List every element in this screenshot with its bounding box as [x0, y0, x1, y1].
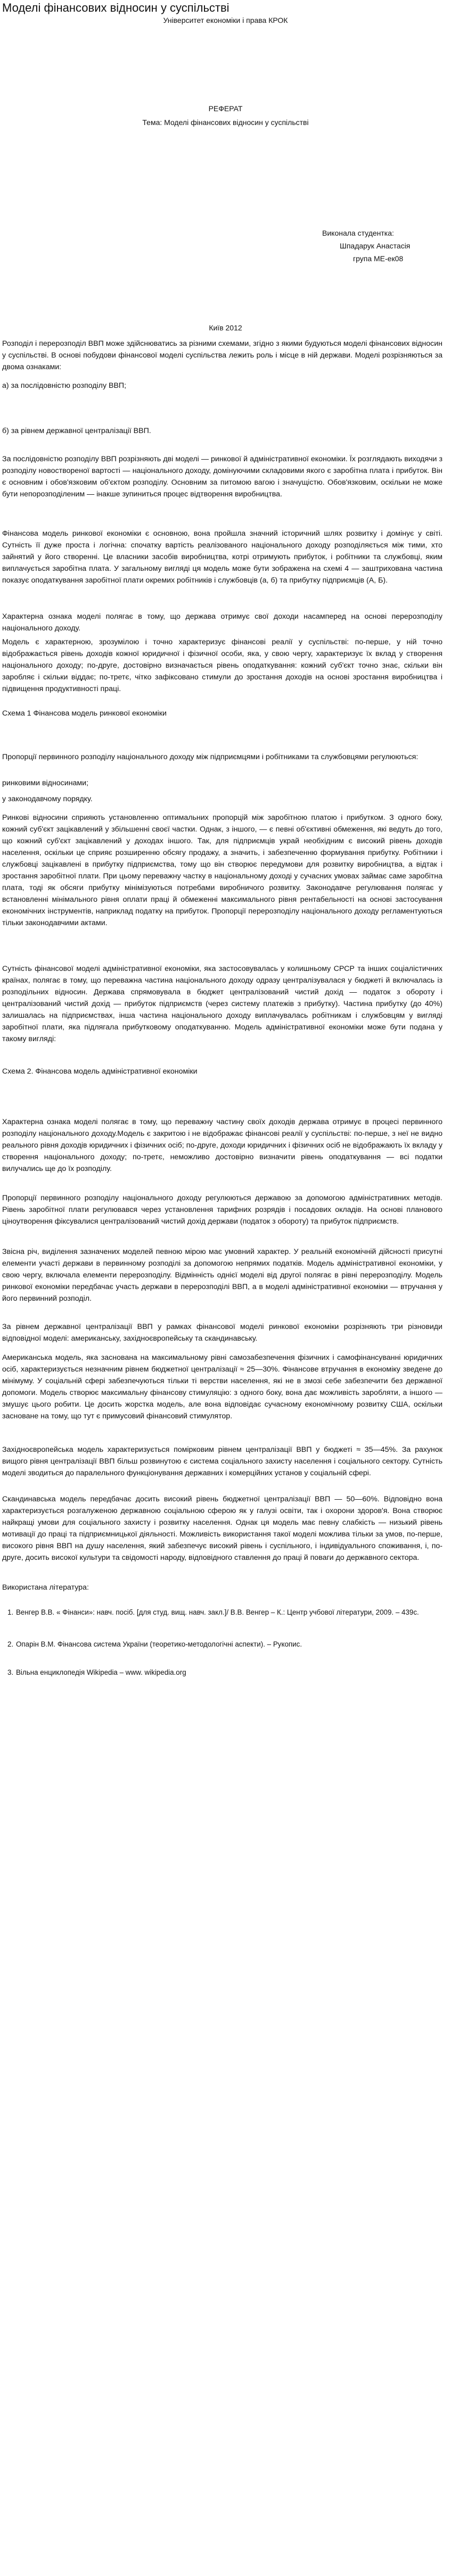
criterion-b: б) за рівнем державної централізації ВВП.	[2, 427, 151, 435]
paragraph-1: За послідовністю розподілу ВВП розрізняють дві моделі — ринкової й адміністративної економіки. Їх розглядають виходячи з розподілу новоствореної вартості — національного доходу, домінуючими складовими якого є заробітна плата і прибуток. Він є основним і обов'язковим об'єктом розподілу. Основним за питомою вагою і значущістю. Обов'язковим, оскільки не може бути непорозподіленим — інакше зупиниться процес відтворення виробництва.	[2, 455, 442, 498]
document-title: Моделі фінансових відносин у суспільстві	[2, 1, 229, 14]
paragraph-5: Пропорції первинного розподілу національного доходу між підприємцями і робітниками та службовцями регулюються:	[2, 753, 419, 761]
reference-text: Опарін В.М. Фінансова система України (теоретико-методологічні аспекти). – Рукопис.	[16, 1640, 302, 1648]
paragraph-4: Модель є характерною, зрозумілою і точно характеризує фінансові реалії у суспільстві: по-перше, у ній точно відображається рівень доходів кожної юридичної і фізичної особи, яка, у свою чергу, характеризує їх вклад у створення національного доходу; по-друге, достовірно визначається рівень оподаткування: кожний суб'єкт точно знає, скільки він заробляє і скільки віддає; по-третє, чітко зафіксовано стимули до зростання доходів на основі зростання виробництва і підвищення продуктивності праці.	[2, 638, 442, 693]
paragraph-11: Пропорції первинного розподілу національного доходу регулюються державою за допомогою адміністративних методів. Рівень заробітної плати регулювався через установлення тарифних розрядів і посадових окладів. На основі планового ціноутворення фіксувалися централізований чистий дохід держави (податок з обороту) та прибуток підприємств.	[2, 1194, 442, 1226]
paragraph-15: Західноєвропейська модель характеризується помірковим рівнем централізації ВВП у бюджеті ≈ 35—45%. За рахунок вищого рівня централізації ВВП більш розвинутою є система соціального захисту населення і соціального сектору. Сутність моделі зводиться до паралельного функціонування державних і комерційних установ у соціальній сфері.	[2, 1445, 442, 1477]
paragraph-2: Фінансова модель ринкової економіки є основною, вона пройшла значний історичний шлях розвитку і домінує у світі. Сутність її дуже проста і логічна: спочатку вартість реалізованого національного доходу розподіляється між тими, хто зайнятий у його створенні. Це власники засобів виробництва, котрі отримують прибуток, і робітники та службовці, яким виплачується заробітна плата. У загальному вигляді ця модель може бути зображена на схемі 4 — заштрихована частина показує оподаткування заробітної плати окремих робітників і службовців (а, б) та прибутку підприємців (А, Б).	[2, 529, 442, 585]
reference-text: Вільна енциклопедія Wikipedia – www. wikipedia.org	[16, 1668, 186, 1676]
scheme-1-caption: Схема 1 Фінансова модель ринкової економіки	[2, 709, 167, 718]
university-name: Університет економіки і права КРОК	[163, 16, 288, 24]
reference-item	[7, 1639, 442, 1650]
paragraph-13: За рівнем державної централізації ВВП у рамках фінансової моделі ринкової економіки розрізняють три різновиди відповідної моделі: американську, західноєвропейську та скандинавську.	[2, 1323, 442, 1343]
genre-label: РЕФЕРАТ	[208, 104, 243, 113]
city-year: Київ 2012	[209, 323, 242, 332]
paragraph-9: Сутність фінансової моделі адміністративної економіки, яка застосовувалась у колишньому СРСР та інших соціалістичних країнах, полягає в тому, що переважна частина національного доходу одразу централізувалася у бюджеті й включалась із розподільних відносин. Держава спрямовувала в бюджет централізований чистий дохід — податок з обороту і централізований чистий дохід — прибуток підприємств (через систему платежів з прибутку). Частина прибутку (до 40%) залишалась на підприємствах, інша частина національного доходу виплачувалась робітникам і службовцям у вигляді заробітної плати, яка підлягала прибутковому оподаткуванню. Модель адміністративної економіки може бути подана у такому вигляді:	[2, 965, 442, 1043]
intro-paragraph: Розподіл і перерозподіл ВВП може здійснюватись за різними схемами, згідно з якими будуються моделі фінансових відносин у суспільстві. В основі побудови фінансової моделі суспільства лежить роль і місце в ній держави. Моделі розрізняються за двома ознаками:	[2, 339, 442, 371]
reference-text: Венгер В.В. « Фінанси»: навч. посіб. [для студ. вищ. навч. закл.]/ В.В. Венгер – К.: Центр учбової літератури, 2009. – 439с.	[16, 1608, 419, 1616]
topic-line: Тема: Моделі фінансових відносин у суспільстві	[142, 118, 309, 127]
author-role: Виконала студентка:	[322, 229, 394, 237]
author-name: Шпадарук Анастасія	[340, 242, 411, 250]
author-group: група МЕ-ек08	[353, 254, 404, 263]
paragraph-10: Характерна ознака моделі полягає в тому, що переважну частину своїх доходів держава отримує в процесі первинного розподілу національного доходу.Модель є закритою і не відображає фінансові реалії у суспільстві: по-перше, з неї не видно реального рівня доходів юридичних і фізичних осіб; по-друге, доходи юридичних і фізичних осіб не відображають їх вкладу у створення національного доходу; по-третє, неможливо достовірно визначити рівень оподаткування — всі податки вилучались ще до їх розподілу.	[2, 1118, 442, 1173]
criterion-a: а) за послідовністю розподілу ВВП;	[2, 381, 127, 390]
scheme-2-caption: Схема 2. Фінансова модель адміністративної економіки	[2, 1067, 198, 1076]
paragraph-7: у законодавчому порядку.	[2, 795, 93, 803]
literature-heading: Використана література:	[2, 1583, 89, 1592]
reference-number: 2.	[7, 1640, 14, 1648]
reference-number: 3.	[7, 1668, 14, 1676]
reference-item	[7, 1607, 442, 1618]
reference-number: 1.	[7, 1608, 14, 1616]
paragraph-3: Характерна ознака моделі полягає в тому, що держава отримує свої доходи насамперед на основі перерозподілу національного доходу.	[2, 612, 442, 633]
paragraph-14: Американська модель, яка заснована на максимальному рівні самозабезпечення фізичних і самофінансуванні юридичних осіб, характеризується незначним рівнем бюджетної централізації ≈ 25—30%. Фінансове втручання в економіку зведене до мінімуму. У соціальній сфері забезпечуються тільки ті верстви населення, які не в змозі себе забезпечити без державної допомоги. Модель створює максимальну фінансову стимуляцію: з одного боку, вона дає можливість заробляти, а іншого — змушує цього робити. Це досить жорстка модель, але вона відповідає сучасному економічному розвитку США, оскільки засноване на тому, що тут є примусовий фінансовий стимулятор.	[2, 1353, 442, 1420]
paragraph-6: ринковими відносинами;	[2, 779, 89, 787]
paragraph-8: Ринкові відносини сприяють установленню оптимальних пропорцій між заробітною платою і прибутком. З одного боку, кожний суб'єкт зацікавлений у збільшенні своєї частки. Однак, з іншого, — є певні об'єктивні обмеження, які ведуть до того, що кожний суб'єкт зацікавлений у доходах іншого. Так, для підприємців украй необхідним є високий рівень доходів населення, оскільки це сприяє розширенню обсягу продажу, а значить, і забезпеченню формування прибутку. Робітники і службовці зацікавлені в прибутку підприємства, тому що він створює передумови для розвитку виробництва, а відтак і зростання заробітної плати. При цьому переважну частку в національному доході у сучасних умовах займає саме заробітна плата, тоді як обсяги прибутку мінімізуються потребами виробничого розвитку. Законодавче регулювання полягає у встановленні мінімального рівня оплати праці й обмеженні максимального рівня рентабельності на основі застосування економічних інструментів, наприклад податку на прибуток. Пропорції перерозподілу національного доходу регламентуються тільки законодавчими актами.	[2, 813, 442, 927]
reference-item	[7, 1667, 442, 1678]
paragraph-12: Звісна річ, виділення зазначених моделей певною мірою має умовний характер. У реальній економічній дійсності присутні елементи участі держави в первинному розподілі за допомогою непрямих податків. Модель адміністративної економіки, у свою чергу, включала елементи перерозподілу. Відмінність однієї моделі від другої полягає в рівні перерозподілу. Модель ринкової економіки передбачає участь держави в перерозподілі ВВП, а в моделі адміністративної економіки — втручання у його первинний розподіл.	[2, 1248, 442, 1303]
paragraph-16: Скандинавська модель передбачає досить високий рівень бюджетної централізації ВВП — 50—60%. Відповідно вона характеризується розгалуженою державною соціальною сферою як у галузі освіти, так і охорони здоров'я. Вона створює найкращі умови для соціального захисту і розвитку населення. Однак ця модель має певну слабкість — низький рівень мотивації до праці та підприємницької діяльності. Можливість використання такої моделі можлива тільки за умов, по-перше, високого рівня ВВП на душу населення, який забезпечує високий рівень і суспільного, і індивідуального споживання, і, по-друге, досить високої культури та свідомості народу, відповідного ставлення до праці й поваги до державного сектора.	[2, 1495, 442, 1562]
